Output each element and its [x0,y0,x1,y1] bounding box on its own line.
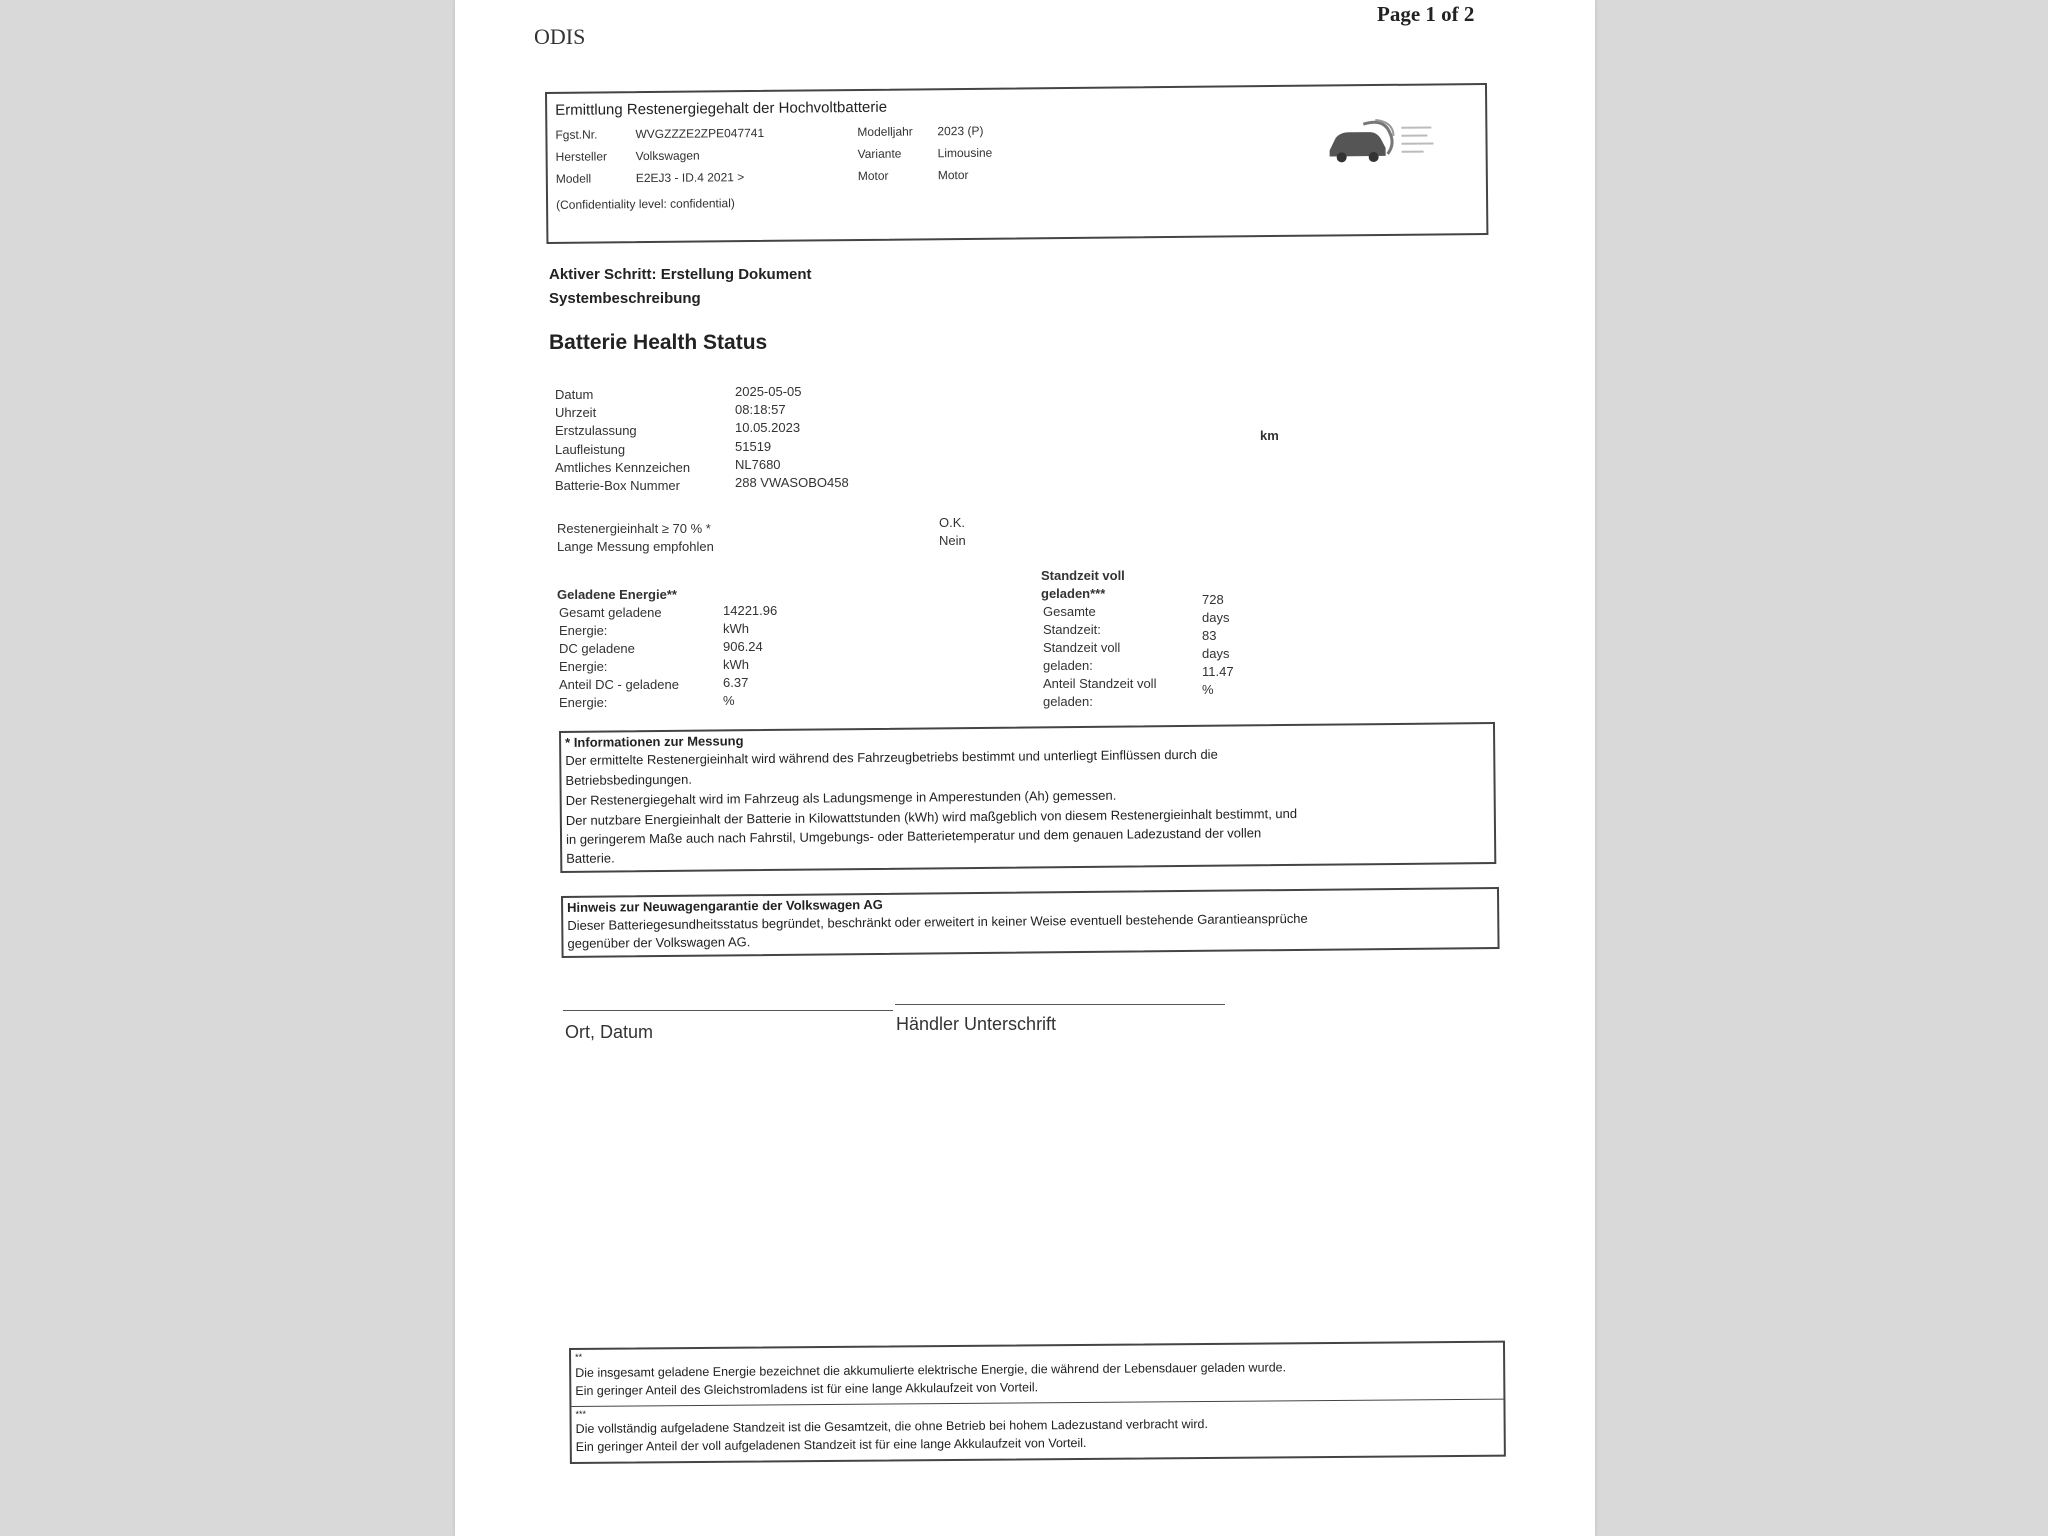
standing-value: days [1202,646,1230,661]
footnote-marker: *** [575,1408,587,1419]
check-label: Restenergieinhalt ≥ 70 % * [557,521,711,536]
energy-value: 906.24 [723,639,763,654]
warranty-line: gegenüber der Volkswagen AG. [567,934,751,951]
footnote-line: Die insgesamt geladene Energie bezeichnet die akkumulierte elektrische Energie, die während der Lebensdauer geladen wurde. [575,1360,1287,1380]
detail-label: Uhrzeit [555,405,597,420]
standing-label: Anteil Standzeit voll [1043,676,1157,691]
field-label: Modelljahr [857,124,913,140]
energy-label: Energie: [559,695,608,710]
odis-header: ODIS [534,24,586,49]
info-line: Der ermittelte Restenergieinhalt wird während des Fahrzeugbetriebs bestimmt und unterliegt Einflüssen durch die [565,746,1218,768]
energy-label: Energie: [559,659,608,674]
confidentiality-note: (Confidentiality level: confidential) [556,196,735,212]
section-title: Batterie Health Status [549,331,768,354]
energy-value: kWh [723,621,749,636]
footnote-marker: ** [575,1351,583,1362]
energy-value: 14221.96 [723,603,778,618]
field-value: Volkswagen [635,148,700,164]
measurement-info-box [559,722,1496,873]
field-value: 2023 (P) [937,123,984,139]
standing-label: geladen: [1043,694,1093,709]
info-line: Batterie. [566,850,615,866]
standing-time-title-2: geladen*** [1041,586,1106,601]
detail-label: Batterie-Box Nummer [555,478,680,493]
detail-value: 08:18:57 [735,402,786,417]
field-label: Fgst.Nr. [555,127,598,142]
mileage-unit: km [1260,428,1279,443]
field-value: Motor [937,167,969,183]
warranty-note-box [561,887,1500,958]
warranty-line: Dieser Batteriegesundheitsstatus begründet, beschränkt oder erweitert in keiner Weise eventuell bestehende Garantieansprüche [567,910,1308,933]
standing-label: Standzeit: [1043,622,1101,637]
check-value: Nein [939,533,966,548]
info-title: * Informationen zur Messung [565,733,744,750]
info-line: Der Restenergiegehalt wird im Fahrzeug als Ladungsmenge in Amperestunden (Ah) gemessen. [565,787,1117,808]
place-date-label: Ort, Datum [565,1022,654,1042]
field-value: Limousine [937,145,993,161]
place-date-line [563,1010,893,1011]
field-label: Hersteller [555,149,608,164]
standing-value: 728 [1202,592,1224,607]
footnote-divider [571,1399,1503,1407]
detail-label: Amtliches Kennzeichen [555,460,691,475]
page-number: Page 1 of 2 [1377,2,1475,26]
footnotes-box [569,1341,1506,1464]
detail-label: Laufleistung [555,442,626,457]
detail-value: 51519 [735,439,772,454]
signature-line [895,1004,1225,1005]
standing-label: Gesamte [1043,604,1096,619]
detail-value: 288 VWASOBO458 [735,475,849,490]
document-page [455,0,1595,1536]
energy-value: kWh [723,657,749,672]
field-label: Modell [555,171,592,186]
detail-label: Datum [555,387,594,402]
warranty-title: Hinweis zur Neuwagengarantie der Volkswagen AG [567,896,883,915]
standing-time-title: Standzeit voll [1041,568,1125,583]
header-title: Ermittlung Restenergiegehalt der Hochvoltbatterie [555,98,888,119]
detail-value: 2025-05-05 [735,384,802,399]
energy-value: % [723,693,735,708]
footnote-line: Ein geringer Anteil der voll aufgeladenen Standzeit ist für eine lange Akkulaufzeit von Vorteil. [575,1435,1087,1454]
active-step: Aktiver Schritt: Erstellung Dokument [549,266,812,283]
system-description: Systembeschreibung [549,290,701,307]
standing-value: % [1202,682,1214,697]
energy-value: 6.37 [723,675,749,690]
footnote-line: Die vollständig aufgeladene Standzeit ist die Gesamtzeit, die ohne Betrieb bei hohem Ladezustand verbracht wird. [575,1416,1208,1436]
info-line: Betriebsbedingungen. [565,771,693,788]
standing-label: Standzeit voll [1043,640,1121,655]
detail-value: 10.05.2023 [735,420,801,435]
field-value: WVGZZZE2ZPE047741 [635,125,765,142]
field-label: Variante [857,146,902,162]
detail-value: NL7680 [735,457,781,472]
energy-label: Energie: [559,623,608,638]
standing-value: 83 [1202,628,1217,643]
footnote-line: Ein geringer Anteil des Gleichstromladens ist für eine lange Akkulaufzeit von Vorteil. [575,1380,1039,1398]
energy-label: DC geladene [559,641,635,656]
field-label: Motor [857,168,889,184]
info-line: in geringerem Maße auch nach Fahrstil, Umgebungs- oder Batterietemperatur und dem genauen Ladezustand der vollen [565,825,1262,847]
standing-value: days [1202,610,1230,625]
energy-label: Anteil DC - geladene [559,677,679,692]
check-value: O.K. [939,515,966,530]
detail-label: Erstzulassung [555,423,637,438]
dealer-signature-label: Händler Unterschrift [896,1014,1057,1034]
energy-label: Gesamt geladene [559,605,662,620]
charged-energy-title: Geladene Energie** [557,587,677,602]
vehicle-header-box [545,83,1488,244]
check-label: Lange Messung empfohlen [557,539,714,554]
standing-value: 11.47 [1202,664,1234,679]
standing-label: geladen: [1043,658,1093,673]
info-line: Der nutzbare Energieinhalt der Batterie in Kilowattstunden (kWh) wird maßgeblich von diesem Restenergieinhalt bestimmt, und [565,805,1298,828]
car-logo-icon [1323,113,1444,170]
field-value: E2EJ3 - ID.4 2021 > [635,170,745,186]
